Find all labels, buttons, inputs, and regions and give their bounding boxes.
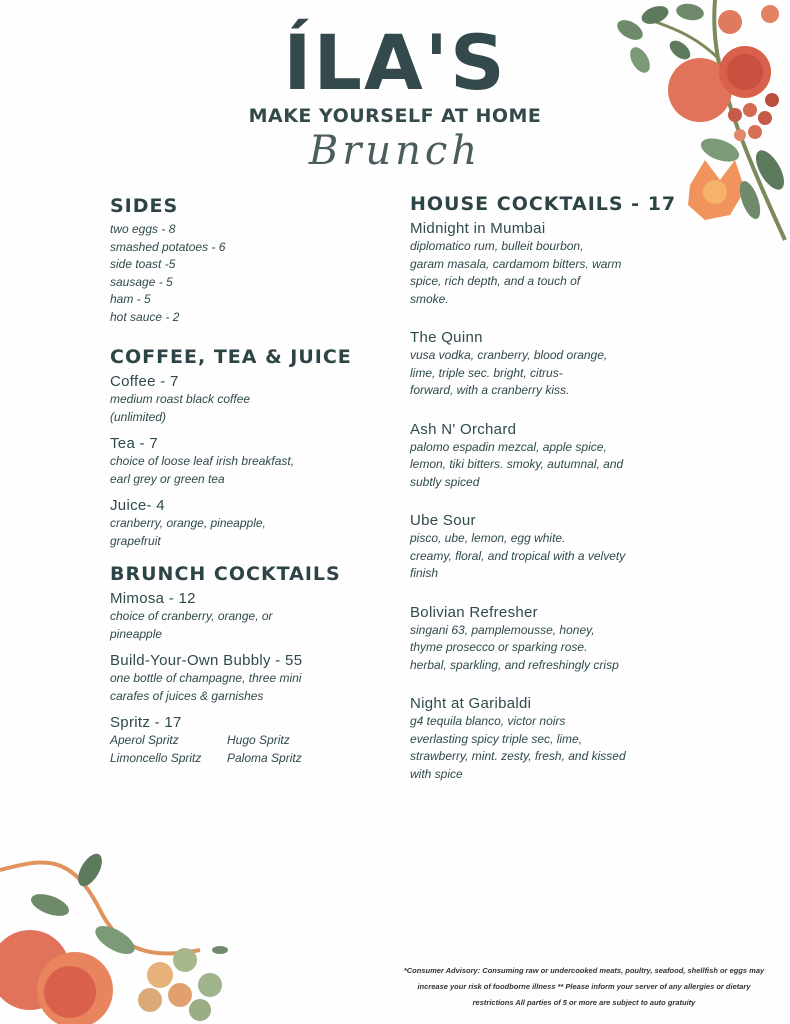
advisory-line: increase your risk of foodborne illness ** Please inform your server of any allergies or dietary: [417, 982, 751, 991]
advisory-line: restrictions All parties of 5 or more are subject to auto gratuity: [472, 998, 696, 1007]
menu-item-desc: smoke.: [410, 291, 449, 306]
house-cocktails-title: HOUSE COCKTAILS - 17: [410, 193, 677, 215]
menu-item-desc: singani 63, pamplemousse, honey,: [410, 622, 595, 637]
spritz-option: Paloma Spritz: [227, 750, 302, 765]
menu-item-name: Build-Your-Own Bubbly - 55: [110, 652, 303, 669]
menu-item-name: Ube Sour: [410, 512, 476, 529]
menu-item-name: Spritz - 17: [110, 714, 182, 731]
menu-item-desc: herbal, sparkling, and refreshingly crisp: [410, 657, 619, 672]
spritz-options: [110, 732, 380, 767]
menu-item-desc: carafes of juices & garnishes: [110, 688, 264, 703]
menu-item-name: Tea - 7: [110, 435, 158, 452]
menu-item-desc: garam masala, cardamom bitters. warm: [410, 256, 622, 271]
menu-item-name: Coffee - 7: [110, 373, 179, 390]
menu-item-desc: cranberry, orange, pineapple,: [110, 516, 266, 530]
list-item: smashed potatoes - 6: [110, 239, 226, 254]
right-column: [410, 193, 690, 783]
menu-item-name: Juice- 4: [110, 497, 165, 514]
menu-item-desc: choice of cranberry, orange, or: [110, 609, 273, 623]
tagline: MAKE YOURSELF AT HOME: [248, 105, 542, 127]
menu-item-desc: finish: [410, 566, 439, 580]
list-item: two eggs - 8: [110, 222, 176, 236]
list-item: hot sauce - 2: [110, 309, 180, 324]
menu-item-desc: creamy, floral, and tropical with a velvety: [410, 548, 626, 563]
menu-item-desc: thyme prosecco or sparking rose.: [410, 640, 588, 654]
menu-item-desc: everlasting spicy triple sec, lime,: [410, 731, 583, 746]
pomegranate-illustration-bottom: [0, 850, 235, 1024]
menu-item-desc: strawberry, mint. zesty, fresh, and kissed: [410, 749, 626, 763]
spritz-option: Aperol Spritz: [110, 733, 179, 747]
advisory-line: *Consumer Advisory: Consuming raw or undercooked meats, poultry, seafood, shellfish or eggs may: [403, 966, 765, 975]
menu-item-desc: diplomatico rum, bulleit bourbon,: [410, 239, 584, 253]
menu-item-name: Ash N' Orchard: [410, 420, 517, 438]
menu-item-desc: spice, rich depth, and a touch of: [410, 274, 581, 288]
menu-item-name: Midnight in Mumbai: [410, 220, 546, 237]
menu-item-desc: one bottle of champagne, three mini: [110, 671, 302, 685]
menu-item-desc: g4 tequila blanco, victor noirs: [410, 714, 566, 728]
menu-item-desc: (unlimited): [110, 409, 167, 424]
left-column: [110, 195, 380, 767]
menu-item-desc: choice of loose leaf irish breakfast,: [110, 454, 295, 468]
menu-item-desc: vusa vodka, cranberry, blood orange,: [410, 348, 608, 362]
menu-item-name: The Quinn: [410, 329, 483, 346]
list-item: sausage - 5: [110, 274, 173, 289]
list-item: ham - 5: [110, 292, 151, 306]
menu-item-desc: with spice: [410, 766, 463, 781]
menu-item-desc: medium roast black coffee: [110, 392, 251, 406]
menu-item-desc: forward, with a cranberry kiss.: [410, 383, 570, 397]
menu-item-name: Night at Garibaldi: [410, 695, 532, 712]
sides-list: [110, 221, 380, 326]
consumer-advisory: [398, 963, 770, 1011]
menu-item-desc: pisco, ube, lemon, egg white.: [410, 531, 566, 545]
sides-title: SIDES: [110, 195, 179, 217]
menu-script-title: Brunch: [308, 128, 482, 174]
menu-item-desc: earl grey or green tea: [110, 471, 225, 486]
list-item: side toast -5: [110, 257, 176, 271]
menu-item-desc: lemon, tiki bitters. smoky, autumnal, and: [410, 457, 624, 471]
restaurant-logo: ÍLA'S: [283, 18, 507, 107]
spritz-option: Hugo Spritz: [227, 733, 290, 747]
menu-item-desc: grapefruit: [110, 533, 161, 548]
coffee-tea-juice-title: COFFEE, TEA & JUICE: [110, 346, 352, 368]
menu-item-desc: palomo espadin mezcal, apple spice,: [410, 439, 607, 454]
menu-item-desc: lime, triple sec. bright, citrus-: [410, 365, 563, 380]
menu-item-name: Mimosa - 12: [110, 590, 196, 607]
brunch-cocktails-title: BRUNCH COCKTAILS: [110, 563, 341, 585]
menu-item-name: Bolivian Refresher: [410, 603, 538, 621]
menu-item-desc: pineapple: [110, 626, 163, 641]
menu-item-desc: subtly spiced: [410, 474, 480, 489]
spritz-option: Limoncello Spritz: [110, 750, 202, 765]
